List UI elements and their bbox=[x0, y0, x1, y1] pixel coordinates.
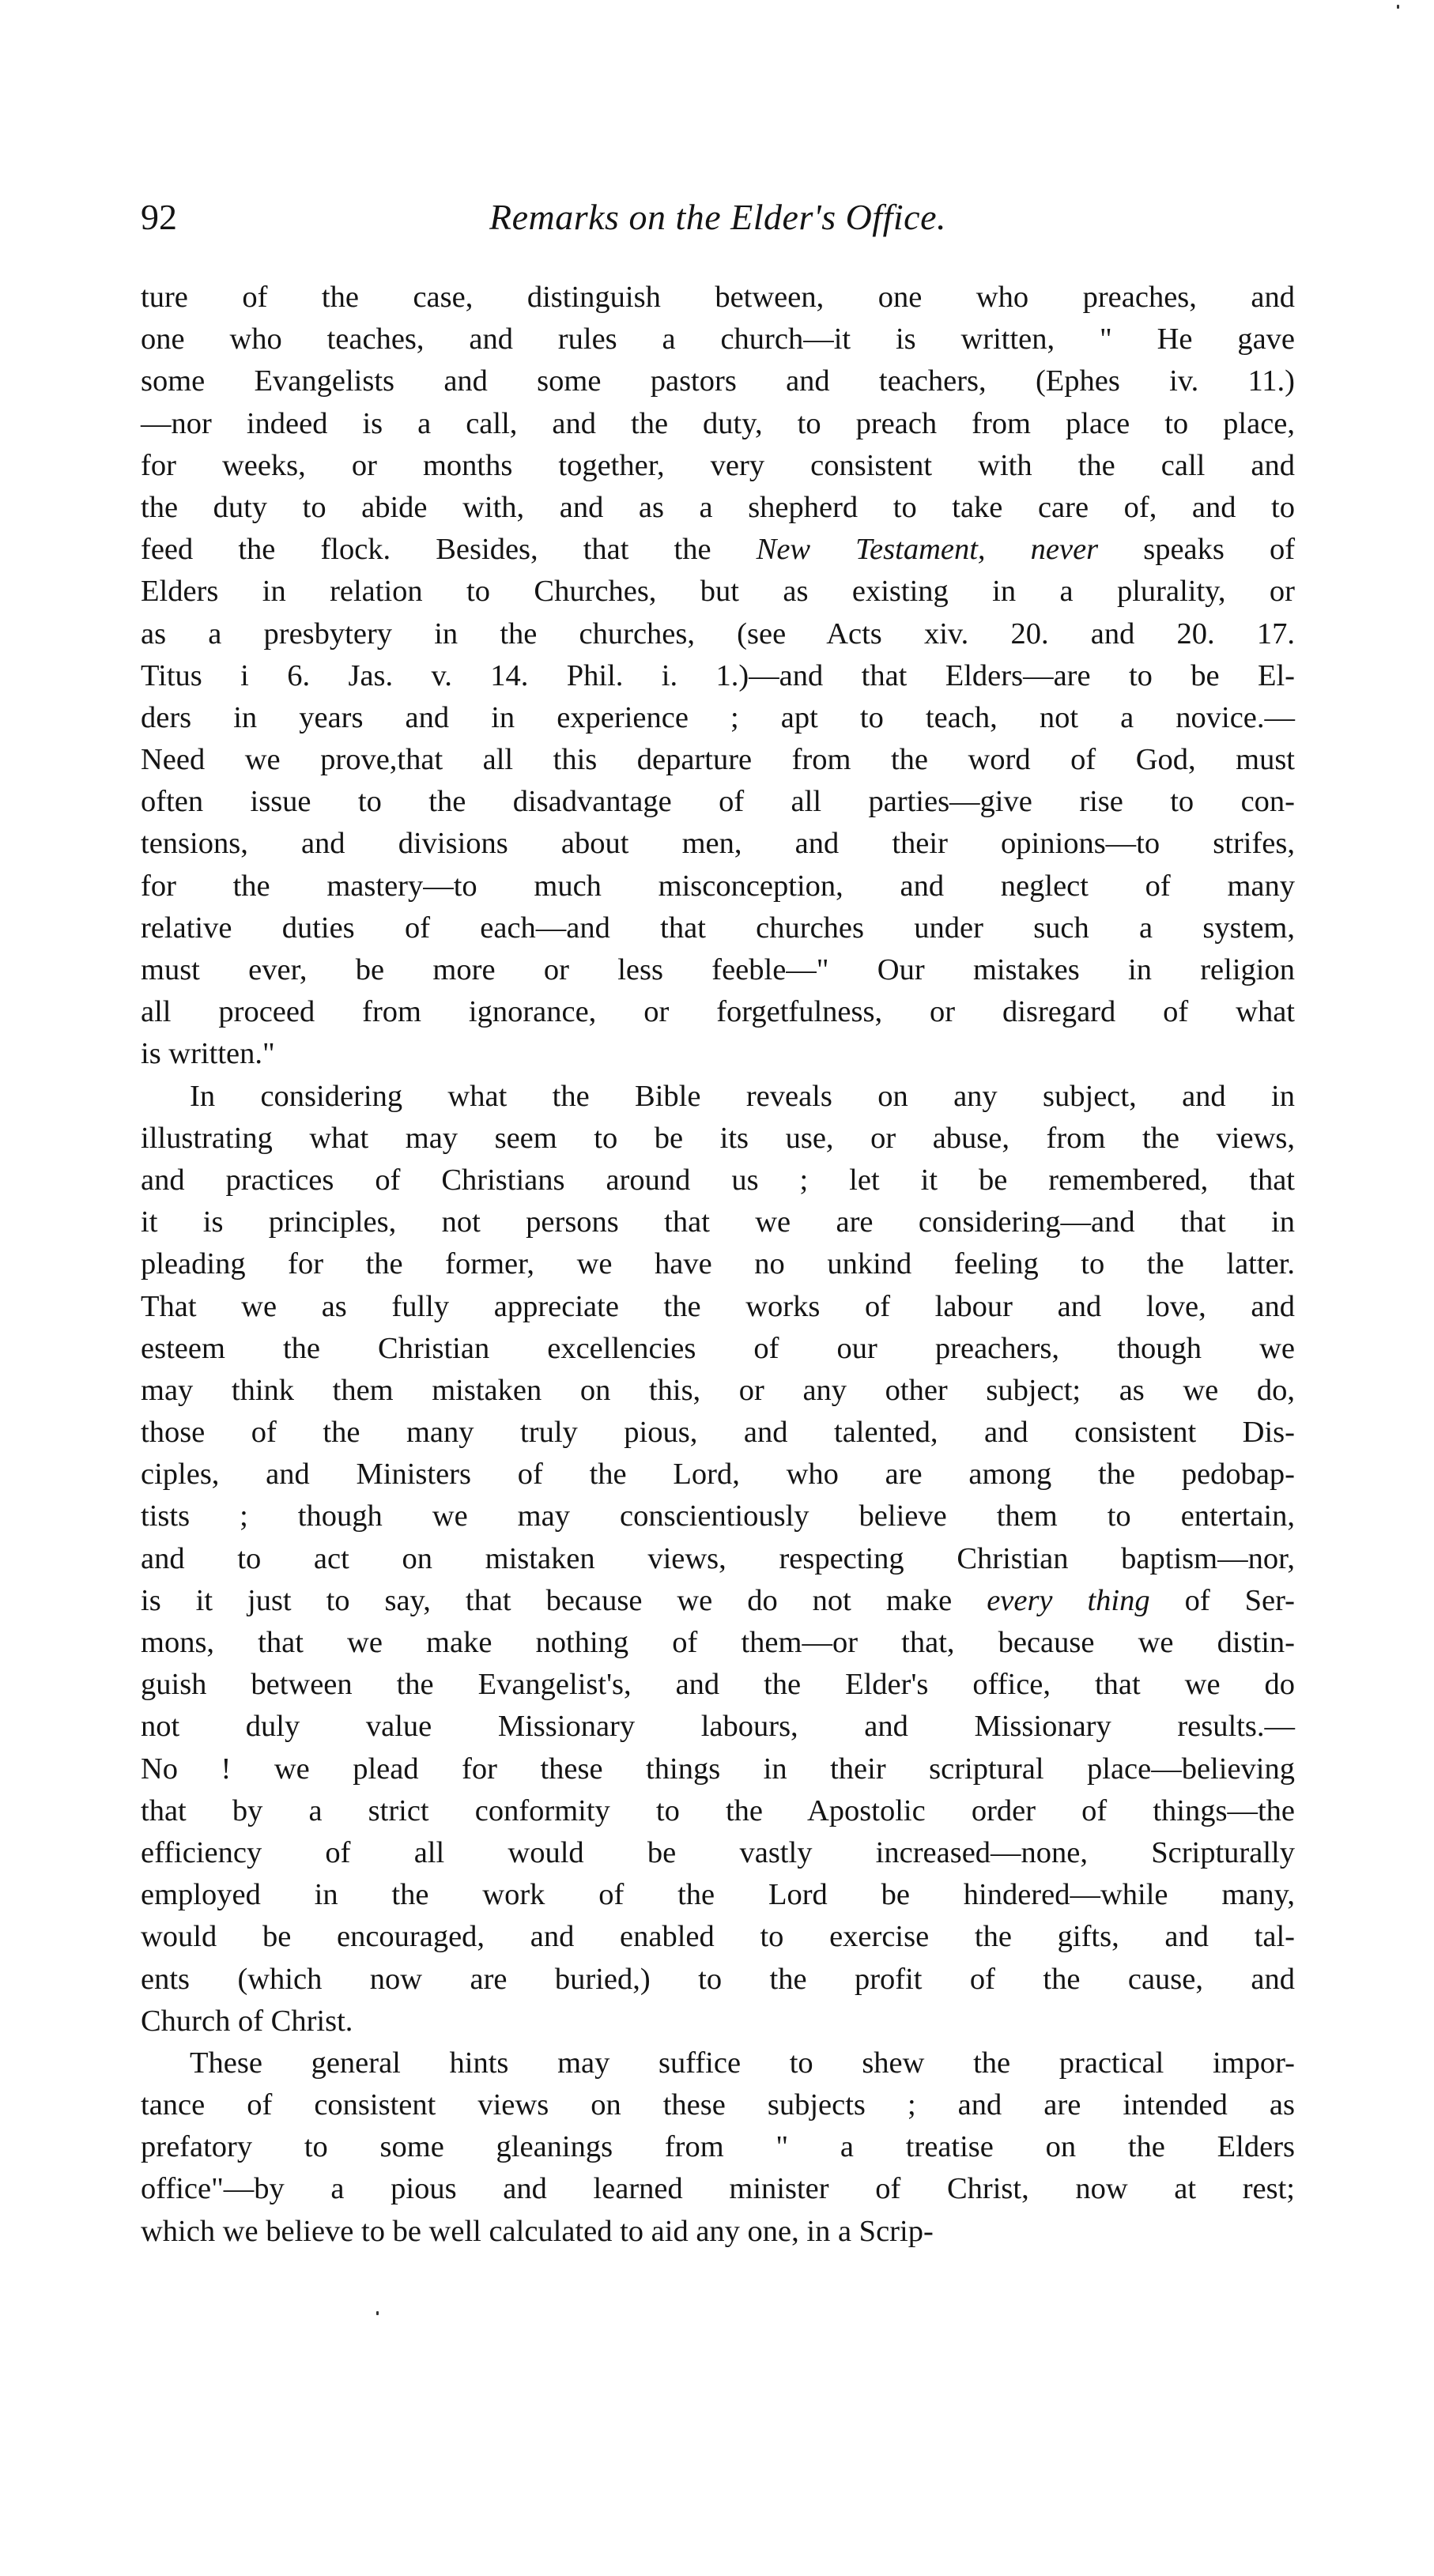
text-line: that by a strict conformity to the Apostolic order of things—the bbox=[141, 1793, 1295, 1827]
text-line: those of the many truly pious, and talented, and consistent Dis- bbox=[141, 1416, 1295, 1450]
text-line: —nor indeed is a call, and the duty, to preach from place to place, bbox=[141, 406, 1295, 440]
text-line: Elders in relation to Churches, but as existing in a plurality, or bbox=[141, 575, 1295, 609]
page-number: 92 bbox=[141, 197, 177, 237]
text-line: prefatory to some gleanings from " a treatise on the Elders bbox=[141, 2130, 1295, 2164]
text-line: office"—by a pious and learned minister of Christ, now at rest; bbox=[141, 2172, 1295, 2206]
text-line: That we as fully appreciate the works of labour and love, and bbox=[141, 1289, 1295, 1323]
text-line: tensions, and divisions about men, and their opinions—to strifes, bbox=[141, 827, 1295, 861]
text-line: These general hints may suffice to shew the practical impor- bbox=[190, 2046, 1295, 2080]
text-line: In considering what the Bible reveals on any subject, and in bbox=[190, 1079, 1295, 1113]
text-line: ents (which now are buried,) to the profit of the cause, and bbox=[141, 1962, 1295, 1996]
running-head: Remarks on the Elder's Office. bbox=[489, 197, 946, 237]
text-line: ture of the case, distinguish between, one who preaches, and bbox=[141, 281, 1295, 314]
text-line: employed in the work of the Lord be hindered—while many, bbox=[141, 1878, 1295, 1912]
text-line: which we believe to be well calculated to aid any one, in a Scrip- bbox=[141, 2214, 934, 2248]
text-line: tists ; though we may conscientiously believe them to entertain, bbox=[141, 1499, 1295, 1533]
text-line: for weeks, or months together, very consistent with the call and bbox=[141, 448, 1295, 482]
text-line: some Evangelists and some pastors and teachers, (Ephes iv. 11.) bbox=[141, 364, 1295, 398]
text-line: Need we prove,that all this departure from the word of God, must bbox=[141, 743, 1295, 777]
text-line: and to act on mistaken views, respecting Christian baptism—nor, bbox=[141, 1541, 1295, 1575]
text-line: often issue to the disadvantage of all parties—give rise to con- bbox=[141, 785, 1295, 819]
text-line: guish between the Evangelist's, and the Elder's office, that we do bbox=[141, 1668, 1295, 1702]
text-line: is written." bbox=[141, 1037, 275, 1071]
text-line: it is principles, not persons that we are considering—and that in bbox=[141, 1205, 1295, 1239]
text-line: ciples, and Ministers of the Lord, who are among the pedobap- bbox=[141, 1458, 1295, 1492]
text-line: not duly value Missionary labours, and Missionary results.— bbox=[141, 1710, 1295, 1744]
page-header bbox=[141, 190, 1295, 245]
text-line: relative duties of each—and that churches under such a system, bbox=[141, 911, 1295, 945]
text-line: Titus i 6. Jas. v. 14. Phil. i. 1.)—and that Elders—are to be El- bbox=[141, 658, 1295, 692]
body-text bbox=[141, 277, 1295, 2253]
text-line: would be encouraged, and enabled to exercise the gifts, and tal- bbox=[141, 1920, 1295, 1954]
text-line: esteem the Christian excellencies of our preachers, though we bbox=[141, 1331, 1295, 1365]
text-line: all proceed from ignorance, or forgetfulness, or disregard of what bbox=[141, 995, 1295, 1029]
text-line: efficiency of all would be vastly increased—none, Scripturally bbox=[141, 1835, 1295, 1869]
text-line: the duty to abide with, and as a shepherd to take care of, and to bbox=[141, 490, 1295, 524]
text-line: feed the flock. Besides, that the New Testament, never speaks of bbox=[141, 533, 1296, 567]
text-line: mons, that we make nothing of them—or that, because we distin- bbox=[141, 1626, 1295, 1659]
text-line: No ! we plead for these things in their scriptural place—believing bbox=[141, 1752, 1295, 1786]
text-line: tance of consistent views on these subjects ; and are intended as bbox=[141, 2088, 1295, 2122]
text-line: as a presbytery in the churches, (see Acts xiv. 20. and 20. 17. bbox=[141, 617, 1295, 651]
text-line: is it just to say, that because we do not make every thing of Ser- bbox=[141, 1583, 1296, 1617]
scan-speck bbox=[1397, 5, 1399, 9]
text-line: Church of Christ. bbox=[141, 2004, 353, 2038]
text-line: one who teaches, and rules a church—it is written, " He gave bbox=[141, 322, 1295, 356]
text-line: ders in years and in experience ; apt to teach, not a novice.— bbox=[141, 700, 1295, 734]
text-line: may think them mistaken on this, or any other subject; as we do, bbox=[141, 1373, 1295, 1407]
text-line: must ever, be more or less feeble—" Our mistakes in religion bbox=[141, 953, 1295, 986]
text-line: illustrating what may seem to be its use, or abuse, from the views, bbox=[141, 1121, 1295, 1155]
paragraph bbox=[141, 2042, 1295, 2253]
text-line: pleading for the former, we have no unkind feeling to the latter. bbox=[141, 1247, 1295, 1281]
text-line: and practices of Christians around us ; let it be remembered, that bbox=[141, 1163, 1295, 1197]
scan-speck bbox=[376, 2311, 379, 2315]
paragraph bbox=[141, 277, 1295, 1076]
paragraph bbox=[141, 1076, 1295, 2042]
text-line: for the mastery—to much misconception, and neglect of many bbox=[141, 869, 1295, 903]
